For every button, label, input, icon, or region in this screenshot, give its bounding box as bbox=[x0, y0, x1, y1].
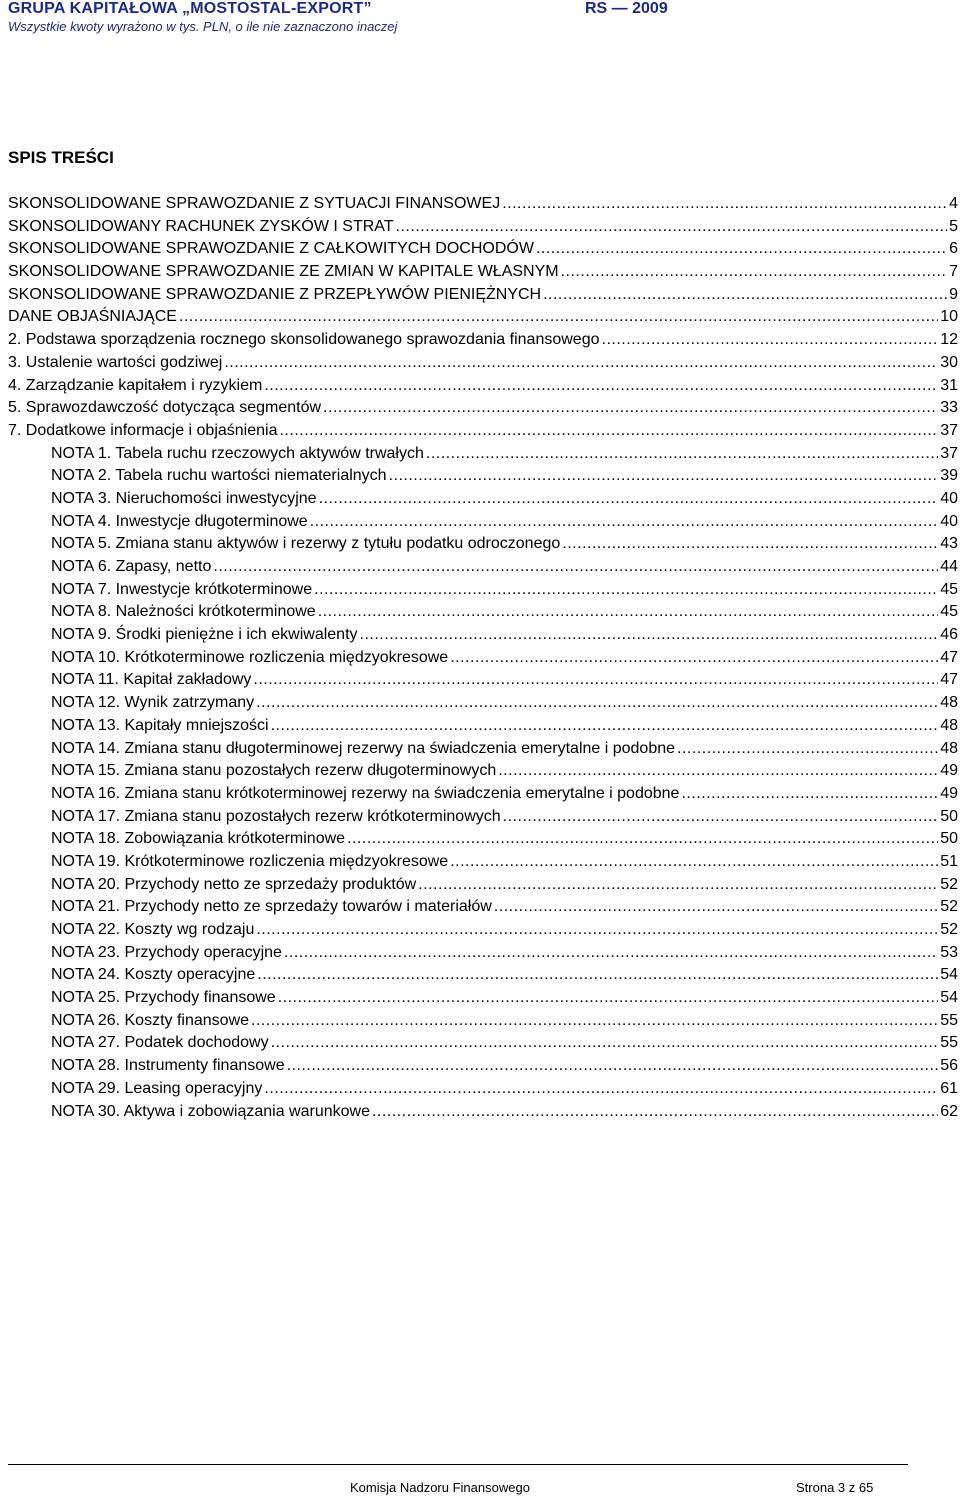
toc-entry[interactable] bbox=[8, 760, 958, 783]
toc-dot-leader bbox=[264, 375, 938, 398]
company-title: GRUPA KAPITAŁOWA „MOSTOSTAL-EXPORT” bbox=[8, 0, 372, 17]
toc-entry[interactable] bbox=[8, 1078, 958, 1101]
toc-entry[interactable] bbox=[8, 238, 958, 261]
toc-entry-page: 37 bbox=[940, 421, 958, 439]
toc-entry[interactable] bbox=[8, 624, 958, 647]
toc-dot-leader bbox=[543, 284, 947, 307]
toc-dot-leader bbox=[347, 828, 938, 851]
toc-entry[interactable] bbox=[8, 465, 958, 488]
toc-entry-title: NOTA 13. Kapitały mniejszości bbox=[51, 716, 269, 734]
toc-entry-page: 48 bbox=[940, 716, 958, 734]
toc-entry-page: 47 bbox=[940, 648, 958, 666]
toc-dot-leader bbox=[494, 896, 938, 919]
toc-entry-title: NOTA 28. Instrumenty finansowe bbox=[51, 1057, 285, 1075]
toc-entry[interactable] bbox=[8, 193, 958, 216]
toc-entry[interactable] bbox=[8, 896, 958, 919]
toc-dot-leader bbox=[310, 511, 939, 534]
toc-entry[interactable] bbox=[8, 329, 958, 352]
toc-entry[interactable] bbox=[8, 647, 958, 670]
toc-entry[interactable] bbox=[8, 942, 958, 965]
toc-entry-page: 44 bbox=[940, 558, 958, 575]
toc-dot-leader bbox=[360, 624, 939, 647]
toc-entry-page: 33 bbox=[940, 399, 958, 417]
toc-entry-title: NOTA 20. Przychody netto ze sprzedaży produktów bbox=[51, 875, 417, 893]
toc-dot-leader bbox=[264, 1078, 938, 1101]
toc-entry-title: SKONSOLIDOWANE SPRAWOZDANIE Z CAŁKOWITYCH DOCHODÓW bbox=[8, 240, 534, 258]
toc-entry-page: 46 bbox=[940, 626, 958, 644]
toc-entry-page: 9 bbox=[949, 285, 958, 303]
toc-dot-leader bbox=[502, 193, 947, 216]
toc-entry-page: 40 bbox=[940, 512, 958, 530]
toc-entry[interactable] bbox=[8, 533, 958, 556]
toc-entry-page: 55 bbox=[940, 1011, 958, 1029]
page-header bbox=[8, 0, 397, 35]
toc-dot-leader bbox=[396, 216, 948, 239]
toc-entry-title: DANE OBJAŚNIAJĄCE bbox=[8, 308, 177, 326]
toc-entry-page: 12 bbox=[940, 331, 958, 349]
toc-entry-page: 45 bbox=[940, 580, 958, 598]
toc-entry[interactable] bbox=[8, 1101, 958, 1124]
toc-dot-leader bbox=[284, 942, 938, 965]
toc-entry-title: NOTA 14. Zmiana stanu długoterminowej rezerwy na świadczenia emerytalne i podobne bbox=[51, 739, 676, 757]
toc-entry-title: NOTA 15. Zmiana stanu pozostałych rezerw długoterminowych bbox=[51, 762, 497, 780]
toc-entry-page: 52 bbox=[940, 898, 958, 916]
toc-entry[interactable] bbox=[8, 828, 958, 851]
toc-entry-page: 48 bbox=[940, 694, 958, 712]
toc-dot-leader bbox=[287, 1055, 939, 1078]
toc-entry-page: 5 bbox=[949, 217, 958, 235]
toc-entry-page: 37 bbox=[940, 444, 958, 462]
toc-entry[interactable] bbox=[8, 919, 958, 942]
toc-entry-title: NOTA 3. Nieruchomości inwestycyjne bbox=[51, 489, 317, 507]
toc-entry-page: 54 bbox=[940, 989, 958, 1007]
toc-dot-leader bbox=[681, 783, 938, 806]
toc-dot-leader bbox=[224, 352, 938, 375]
toc-entry[interactable] bbox=[8, 1032, 958, 1055]
toc-entry[interactable] bbox=[8, 669, 958, 692]
toc-entry-page: 43 bbox=[940, 535, 958, 553]
toc-entry-page: 31 bbox=[940, 376, 958, 394]
toc-entry[interactable] bbox=[8, 851, 958, 874]
toc-dot-leader bbox=[279, 420, 938, 443]
footer-divider bbox=[8, 1464, 908, 1465]
toc-entry-title: 5. Sprawozdawczość dotycząca segmentów bbox=[8, 399, 322, 417]
toc-entry-title: NOTA 6. Zapasy, netto bbox=[51, 558, 212, 575]
toc-entry-title: NOTA 18. Zobowiązania krótkoterminowe bbox=[51, 830, 346, 848]
toc-entry[interactable] bbox=[8, 964, 958, 987]
toc-entry-title: NOTA 23. Przychody operacyjne bbox=[51, 943, 282, 961]
toc-entry-page: 51 bbox=[940, 852, 958, 870]
toc-dot-leader bbox=[602, 329, 939, 352]
toc-dot-leader bbox=[450, 647, 938, 670]
toc-dot-leader bbox=[319, 488, 939, 511]
toc-entry-title: SKONSOLIDOWANY RACHUNEK ZYSKÓW I STRAT bbox=[8, 217, 394, 235]
toc-entry-page: 62 bbox=[940, 1102, 958, 1120]
toc-entry[interactable] bbox=[8, 1010, 958, 1033]
toc-entry[interactable] bbox=[8, 715, 958, 738]
toc-entry-page: 4 bbox=[949, 195, 958, 212]
toc-dot-leader bbox=[314, 579, 938, 602]
toc-entry[interactable] bbox=[8, 306, 958, 329]
toc-entry[interactable] bbox=[8, 783, 958, 806]
toc-dot-leader bbox=[561, 261, 948, 284]
toc-dot-leader bbox=[278, 987, 939, 1010]
toc-dot-leader bbox=[562, 533, 938, 556]
toc-entry[interactable] bbox=[8, 987, 958, 1010]
toc-entry-title: NOTA 9. Środki pieniężne i ich ekwiwalenty bbox=[51, 626, 358, 644]
toc-entry-title: NOTA 21. Przychody netto ze sprzedaży towarów i materiałów bbox=[51, 898, 492, 916]
toc-entry[interactable] bbox=[8, 284, 958, 307]
toc-entry[interactable] bbox=[8, 261, 958, 284]
toc-entry-page: 56 bbox=[940, 1057, 958, 1075]
toc-entry-page: 49 bbox=[940, 762, 958, 780]
toc-entry-title: NOTA 22. Koszty wg rodzaju bbox=[51, 921, 255, 938]
toc-entry-title: NOTA 2. Tabela ruchu wartości niematerialnych bbox=[51, 467, 387, 485]
toc-entry-title: NOTA 17. Zmiana stanu pozostałych rezerw krótkoterminowych bbox=[51, 807, 501, 825]
toc-entry-title: NOTA 24. Koszty operacyjne bbox=[51, 966, 256, 984]
currency-note: Wszystkie kwoty wyrażono w tys. PLN, o ile nie zaznaczono inaczej bbox=[8, 19, 398, 34]
toc-dot-leader bbox=[257, 964, 938, 987]
toc-entry-title: NOTA 26. Koszty finansowe bbox=[51, 1011, 250, 1029]
toc-entry-title: SKONSOLIDOWANE SPRAWOZDANIE Z PRZEPŁYWÓW PIENIĘŻNYCH bbox=[8, 285, 542, 303]
toc-entry[interactable] bbox=[8, 874, 958, 897]
toc-entry-page: 48 bbox=[940, 739, 958, 757]
toc-entry[interactable] bbox=[8, 601, 958, 624]
toc-dot-leader bbox=[426, 443, 938, 466]
toc-dot-leader bbox=[253, 669, 938, 692]
toc-entry[interactable] bbox=[8, 738, 958, 761]
toc-entry-page: 10 bbox=[940, 308, 958, 326]
toc-dot-leader bbox=[418, 874, 938, 897]
toc-entry-title: 7. Dodatkowe informacje i objaśnienia bbox=[8, 421, 278, 439]
toc-entry-page: 39 bbox=[940, 467, 958, 485]
table-of-contents bbox=[8, 193, 958, 1123]
toc-entry[interactable] bbox=[8, 579, 958, 602]
toc-dot-leader bbox=[251, 1010, 938, 1033]
toc-dot-leader bbox=[323, 397, 938, 420]
toc-entry-page: 49 bbox=[940, 784, 958, 802]
toc-entry[interactable] bbox=[8, 216, 958, 239]
toc-entry[interactable] bbox=[8, 806, 958, 829]
footer-publisher: Komisja Nadzoru Finansowego bbox=[350, 1480, 530, 1495]
toc-entry[interactable] bbox=[8, 397, 958, 420]
toc-dot-leader bbox=[271, 1032, 939, 1055]
toc-entry[interactable] bbox=[8, 1055, 958, 1078]
toc-entry-page: 52 bbox=[940, 921, 958, 938]
toc-dot-leader bbox=[256, 692, 938, 715]
toc-dot-leader bbox=[389, 465, 939, 488]
toc-entry-title: 4. Zarządzanie kapitałem i ryzykiem bbox=[8, 376, 263, 394]
toc-entry-title: SKONSOLIDOWANE SPRAWOZDANIE ZE ZMIAN W KAPITALE WŁASNYM bbox=[8, 263, 559, 281]
toc-dot-leader bbox=[271, 715, 939, 738]
toc-entry-title: NOTA 11. Kapitał zakładowy bbox=[51, 671, 252, 689]
toc-entry-title: NOTA 29. Leasing operacyjny bbox=[51, 1079, 263, 1097]
toc-dot-leader bbox=[503, 806, 939, 829]
toc-entry[interactable] bbox=[8, 420, 958, 443]
toc-dot-leader bbox=[256, 919, 938, 942]
toc-entry[interactable] bbox=[8, 692, 958, 715]
toc-entry[interactable] bbox=[8, 556, 958, 579]
toc-entry-title: SKONSOLIDOWANE SPRAWOZDANIE Z SYTUACJI FINANSOWEJ bbox=[8, 195, 501, 212]
toc-dot-leader bbox=[179, 306, 938, 329]
toc-entry-title: NOTA 19. Krótkoterminowe rozliczenia międzyokresowe bbox=[51, 852, 449, 870]
toc-dot-leader bbox=[450, 851, 938, 874]
toc-entry-title: NOTA 7. Inwestycje krótkoterminowe bbox=[51, 580, 313, 598]
toc-entry-page: 53 bbox=[940, 943, 958, 961]
toc-entry-page: 6 bbox=[949, 240, 958, 258]
toc-entry-title: NOTA 5. Zmiana stanu aktywów i rezerwy z tytułu podatku odroczonego bbox=[51, 535, 561, 553]
toc-entry-title: NOTA 12. Wynik zatrzymany bbox=[51, 694, 255, 712]
toc-entry-title: 2. Podstawa sporządzenia rocznego skonsolidowanego sprawozdania finansowego bbox=[8, 331, 600, 349]
toc-entry-page: 52 bbox=[940, 875, 958, 893]
toc-entry-page: 30 bbox=[940, 353, 958, 371]
toc-dot-leader bbox=[318, 601, 939, 624]
toc-entry-title: NOTA 25. Przychody finansowe bbox=[51, 989, 276, 1007]
footer-page-number: Strona 3 z 65 bbox=[796, 1480, 874, 1495]
toc-heading: SPIS TREŚCI bbox=[8, 148, 114, 167]
toc-entry-page: 45 bbox=[940, 603, 958, 621]
toc-entry-page: 40 bbox=[940, 489, 958, 507]
toc-entry-page: 7 bbox=[949, 263, 958, 281]
toc-entry-page: 47 bbox=[940, 671, 958, 689]
toc-entry-title: NOTA 4. Inwestycje długoterminowe bbox=[51, 512, 308, 530]
report-label: RS — 2009 bbox=[585, 0, 668, 17]
toc-entry[interactable] bbox=[8, 443, 958, 466]
toc-dot-leader bbox=[677, 738, 938, 761]
toc-entry[interactable] bbox=[8, 352, 958, 375]
toc-entry-title: NOTA 16. Zmiana stanu krótkoterminowej rezerwy na świadczenia emerytalne i podobne bbox=[51, 784, 680, 802]
toc-entry-title: NOTA 1. Tabela ruchu rzeczowych aktywów trwałych bbox=[51, 444, 424, 462]
toc-entry-page: 50 bbox=[940, 807, 958, 825]
toc-entry-page: 55 bbox=[940, 1034, 958, 1052]
toc-entry[interactable] bbox=[8, 488, 958, 511]
toc-entry-title: NOTA 30. Aktywa i zobowiązania warunkowe bbox=[51, 1102, 370, 1120]
toc-entry-title: NOTA 27. Podatek dochodowy bbox=[51, 1034, 269, 1052]
toc-dot-leader bbox=[536, 238, 947, 261]
toc-dot-leader bbox=[498, 760, 938, 783]
toc-entry-page: 61 bbox=[940, 1079, 958, 1097]
toc-dot-leader bbox=[213, 556, 938, 579]
toc-dot-leader bbox=[372, 1101, 938, 1124]
toc-entry[interactable] bbox=[8, 511, 958, 534]
toc-entry[interactable] bbox=[8, 375, 958, 398]
toc-entry-title: NOTA 8. Należności krótkoterminowe bbox=[51, 603, 316, 621]
toc-entry-page: 54 bbox=[940, 966, 958, 984]
toc-entry-title: 3. Ustalenie wartości godziwej bbox=[8, 353, 223, 371]
toc-entry-page: 50 bbox=[940, 830, 958, 848]
toc-entry-title: NOTA 10. Krótkoterminowe rozliczenia międzyokresowe bbox=[51, 648, 449, 666]
